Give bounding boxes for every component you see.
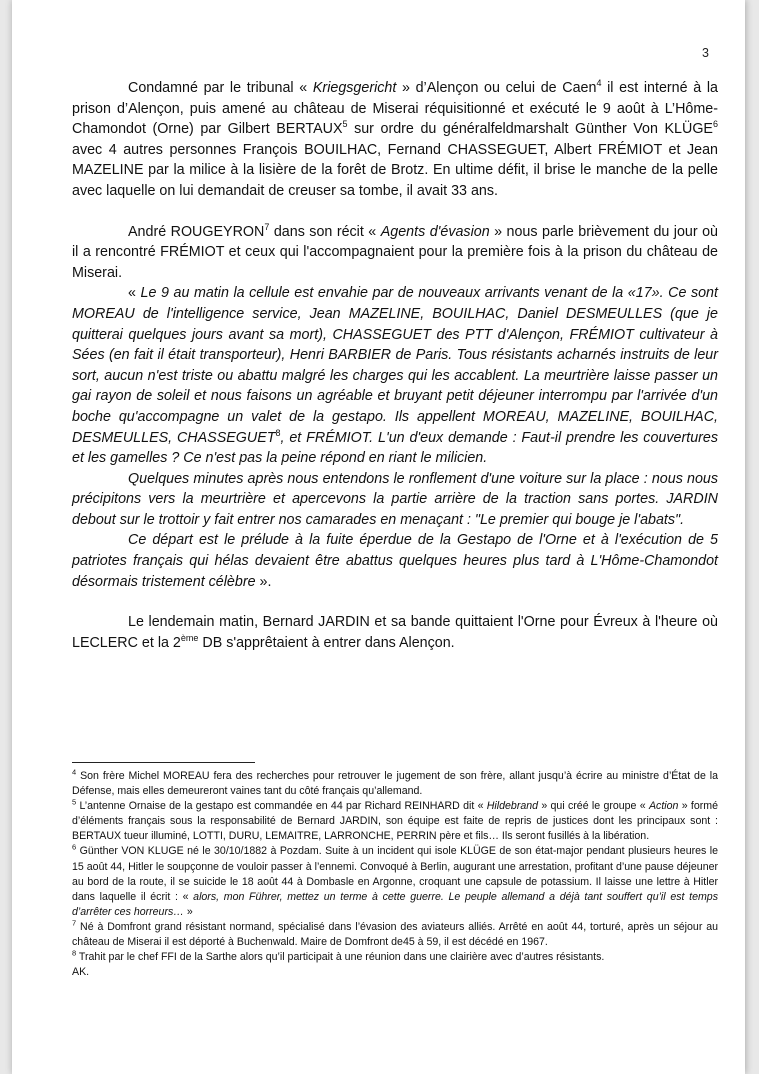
quote-paragraph-3 [72, 530, 718, 592]
text: « [128, 285, 141, 302]
paragraph-rougeyron [72, 222, 718, 284]
footnote-text: Günther VON KLUGE né le 30/10/1882 à Pozdam. Suite à un incident qui isole KLÜGE de son état-major pendant plusieurs heures le 15 août 44, Hitler le soupçonne de vouloir passer à l’ennemi. Convoqué à Berlin, augurant une arrestation, profitant d’une pause déjeuner au bord de la route, il se suicide le 18 août 44 à Dombasle en Argonne, croquant une capsule de potassium. Il laisse une lettre à Hitler dans laquelle il écrit : « [72, 845, 718, 903]
footnote-text: Son frère Michel MOREAU fera des recherches pour retrouver le jugement de son frère, allant jusqu’à écrire au ministre d’État de la Défense, mais elles demeureront vaines tant du côté français qu’allemand. [72, 770, 718, 798]
footnote-text-italic: Action [648, 800, 679, 813]
paragraph-gap [72, 592, 718, 612]
text: » nous parle brièvement du jour où il a rencontré FRÉMIOT et ceux qui l'accompagnaient pour la première fois à la prison du château de Miserai. [72, 223, 719, 281]
footnote-text: » [183, 905, 193, 918]
text-italic: Ce départ est le prélude à la fuite éperdue de la Gestapo de l'Orne et à l'exécution de 5 patriotes français qui hélas devaient être abattus quelques heures plus tard à L'Hôme-Chamondot désormais tristement célèbre [72, 532, 718, 590]
footnote-ref[interactable]: 4 [596, 78, 602, 89]
text: dans son récit « [269, 223, 381, 240]
footnote-ref[interactable]: 6 [712, 119, 718, 130]
footnote-4 [72, 769, 718, 799]
text-italic: Kriegsgericht [312, 80, 397, 96]
footnote-text-italic: alors, mon Führer, mettez un terme à cette guerre. Le peuple allemand a déjà tant souffert qu’il est temps d’arrêter ces horreurs… [72, 890, 718, 918]
text: sur ordre du généralfeldmarshalt Günther Von KLÜGE [347, 121, 713, 138]
text: DB s'apprêtaient à entrer dans Alençon. [198, 634, 455, 651]
footnote-number: 7 [72, 918, 77, 928]
quote-paragraph-2: Quelques minutes après nous entendons le ronflement d'une voiture sur la place : nous nous précipitons vers la meurtrière et apercevons la partie arrière de la traction sans portes. JARDIN debout sur le trottoir y fait entrer nos camarades en menaçant : "Le premier qui bouge je l'abats". [72, 470, 718, 528]
text: Condamné par le tribunal « [128, 80, 313, 96]
footnote-ref[interactable]: 8 [275, 427, 281, 438]
text: Le lendemain matin, Bernard JARDIN et sa bande quittaient l'Orne pour Évreux à l'heure où LECLERC et la 2 [72, 614, 718, 651]
footnote-number: 6 [72, 842, 77, 852]
text: il est interné à la prison d’Alençon, puis amené au château de Miserai réquisitionné et exécuté le 9 août à L’Hôme-Chamondot (Orne) par Gilbert BERTAUX [72, 80, 718, 138]
text: André ROUGEYRON [128, 223, 265, 240]
footnote-number: 8 [72, 948, 77, 958]
footnote-text: Trahit par le chef FFI de la Sarthe alors qu’il participait à une réunion dans une clairière avec d’autres résistants. [76, 951, 605, 964]
footnote-7 [72, 920, 718, 950]
superscript: ème [180, 633, 199, 644]
footnote-text: Né à Domfront grand résistant normand, spécialisé dans l’évasion des aviateurs alliés. Arrêté en août 44, torturé, après un séjour au château de Miserai il est déporté à Buchenwald. Maire de Domfront de45 à 59, il est décédé en 1967. [72, 920, 718, 949]
paragraph-condamne [72, 78, 718, 202]
footnote-8 [72, 950, 718, 965]
footnote-text: L’antenne Ornaise de la gestapo est commandée en 44 par Richard REINHARD dit « [76, 800, 487, 813]
paragraph-lendemain [72, 612, 718, 653]
text: avec 4 autres personnes François BOUILHAC, Fernand CHASSEGUET, Albert FRÉMIOT et Jean MAZELINE par la milice à la lisière de la forêt de Brotz. En ultime défit, il brise le manche de la pelle avec laquelle on lui demandait de creuser sa tombe, il avait 33 ans. [72, 141, 718, 199]
page-number: 3 [702, 46, 709, 60]
footnote-ref[interactable]: 5 [342, 119, 348, 130]
footnote-ref[interactable]: 7 [264, 221, 270, 232]
document-page [12, 0, 745, 1074]
text-italic: Agents d'évasion [380, 223, 490, 240]
text: ». [255, 573, 272, 590]
author-signature: AK. [72, 966, 90, 979]
quote-paragraph-1 [72, 283, 718, 468]
footnote-text: » qui créé le groupe « [538, 800, 649, 813]
footnote-text: » formé d’éléments français sous la responsabilité de Bernard JARDIN, son équipe est faite de repris de justices dont les principaux sont : BERTAUX tueur illuminé, LOTTI, DURU, LEMAITRE, LARRONCHE, PERRIN père et fils… Ils seront fusillés à la libération. [72, 800, 718, 843]
text-italic: , et FRÉMIOT. L'un d'eux demande : Faut-il prendre les couvertures et les gamelles ? Ce n'est pas la peine répond en riant le milicien. [72, 429, 719, 467]
footnote-6 [72, 844, 718, 919]
text-italic: Le 9 au matin la cellule est envahie par de nouveaux arrivants venant de la «17». Ce sont MOREAU de l'intelligence service, Jean MAZELINE, BOUILHAC, Daniel DESMEULLES (que je quitterai quelques jours avant sa mort), CHASSEGUET des PTT d'Alençon, FRÉMIOT cultivateur à Sées (en fait il était transporteur), Henri BARBIER de Paris. Tous résistants acharnés instruits de leur sort, aucun n'est triste ou abattu malgré les charges qui les accablent. La meurtrière laisse passer un gai rayon de soleil et nous faisons un agréable et bruyant petit déjeuner interrompu par l'arrivée d'un boche qu'accompagne un valet de la gestapo. Ils appellent MOREAU, MAZELINE, BOUILHAC, DESMEULLES, CHASSEGUET [72, 285, 718, 446]
footnotes [72, 762, 718, 980]
footnote-number: 5 [72, 797, 77, 807]
text: » d’Alençon ou celui de Caen [396, 80, 597, 96]
footnote-separator [72, 762, 255, 763]
body-text [72, 78, 718, 653]
footnote-text-italic: Hildebrand [486, 800, 539, 813]
footnote-number: 4 [72, 767, 77, 777]
paragraph-gap [72, 202, 718, 222]
footnote-5 [72, 799, 718, 844]
